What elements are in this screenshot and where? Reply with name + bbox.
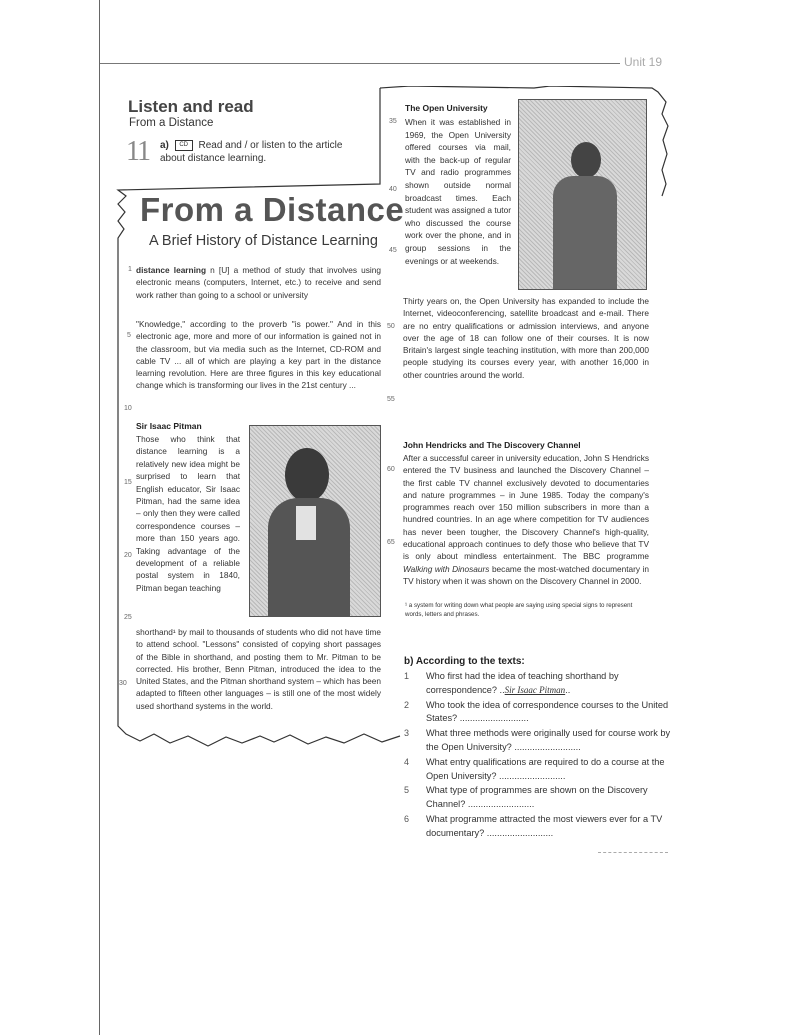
line-number: 40 (389, 186, 397, 193)
line-number: 65 (387, 539, 395, 546)
unit-label: Unit 19 (624, 55, 663, 69)
open-university-heading: The Open University (405, 103, 488, 113)
question-number: 5 (404, 785, 410, 796)
line-number: 45 (389, 247, 397, 254)
question-text[interactable]: Who took the idea of correspondence courses to the United States? ........................... (426, 699, 669, 724)
footnote: ¹ a system for writing down what people are saying using special signs to represent words, letters and phrases. (405, 602, 633, 618)
pitman-portrait-head (285, 448, 329, 502)
question-item (404, 784, 674, 812)
line-number: 10 (124, 405, 132, 412)
line-number: 35 (389, 118, 397, 125)
line-number: 25 (124, 614, 132, 621)
discovery-text-b: became the most-watched documentary in TV history when it was shown on the Discovery Channel in 2000. (403, 563, 649, 586)
discovery-heading: John Hendricks and The Discovery Channel (403, 440, 581, 450)
article-title: From a Distance (140, 191, 405, 228)
discovery-paragraph (403, 452, 649, 587)
question-number: 2 (404, 699, 410, 710)
line-number: 55 (387, 396, 395, 403)
pitman-portrait-collar (296, 506, 316, 540)
question-text[interactable]: What entry qualifications are required to do a course at the Open University? .......................... (426, 756, 665, 781)
line-number: 50 (387, 323, 395, 330)
question-item (404, 756, 674, 784)
question-number: 4 (404, 756, 410, 767)
discovery-text-a: After a successful career in university education, John S Hendricks entered the TV business and launched the Discovery Channel – the first cable TV channel exclusively devoted to documentaries and nature programmes – in June 1985. Today the company's programmes reach over 150 million subscribers in more than a hundred countries. In an age where competition for TV audiences has never been tougher, the Discovery Channel's high-quality, educational approach continues to defy those who believe that TV is only about mindless entertainment. The BBC programme (403, 453, 649, 562)
question-tail: .. (565, 684, 571, 695)
discovery-italic-title: Walking with Dinosaurs (403, 563, 490, 574)
questions-heading: b) According to the texts: (404, 656, 525, 667)
line-number: 20 (124, 552, 132, 559)
question-item (404, 670, 674, 698)
open-university-image (518, 99, 647, 290)
question-number: 3 (404, 728, 410, 739)
open-university-paragraph: When it was established in 1969, the Open University offered courses via mail, with the back-up of regular TV and radio programmes shown outside normal broadcast times. Each student was assigned a tutor who discussed the course work over the phone, and in group sessions in the evenings or at weekends. (405, 117, 511, 266)
intro-paragraph: "Knowledge," according to the proverb "is power." And in this electronic age, more and more of our information is gained not in the classroom, but via media such as the Internet, CD-ROM and cable TV ... all of which are playing a key part in the distance learning revolution. Here are three figures in this key educational change which is transforming our lives in the 21st century ... (136, 319, 381, 391)
page-margin-line (99, 0, 100, 1035)
cd-audio-icon: CD (175, 140, 193, 151)
exercise-a-text: Read and / or listen to the article about distance learning. (160, 140, 343, 164)
ou-image-figure-head (571, 142, 601, 178)
question-text[interactable]: What programme attracted the most viewers ever for a TV documentary? .......................... (426, 813, 663, 838)
exercise-a-label: a) (160, 140, 169, 151)
pitman-heading: Sir Isaac Pitman (136, 421, 202, 431)
line-number: 60 (387, 466, 395, 473)
question-item (404, 727, 674, 755)
ou-image-figure-body (553, 176, 617, 289)
line-number: 15 (124, 479, 132, 486)
line-number: 30 (119, 680, 127, 687)
question-item (404, 813, 674, 841)
pitman-paragraph-continued: shorthand¹ by mail to thousands of students who did not have time to attend school. "Lessons" consisted of copying short passages of the Bible in shorthand, and posting them to Mr. Pitman to be corrected. His brother, Benn Pitman, introduced the idea to the United States, and the Pitman shorthand system – which has been adapted to fifteen other languages – is still one of the most widely used shorthand systems in the world. (136, 627, 381, 711)
question-text[interactable]: What three methods were originally used for course work by the Open University? .......................... (426, 728, 671, 752)
question-text: Who first had the idea of teaching shorthand by correspondence? .. (426, 671, 619, 695)
question-number: 1 (404, 671, 410, 681)
question-answer[interactable]: Sir Isaac Pitman (504, 684, 566, 695)
article-subtitle: A Brief History of Distance Learning (149, 233, 378, 249)
line-number: 5 (127, 332, 131, 339)
open-university-paragraph-continued: Thirty years on, the Open University has expanded to include the Internet, videoconferencing, satellite broadcast and e-mail. There are no entry qualifications or admission interviews, and anyone over the age of 18 can follow one of their courses. It is now Britain's largest single teaching institution, with more than 200,000 people studying its courses every year, with another 16,000 in other countries around the world. (403, 296, 649, 380)
section-subtitle: From a Distance (129, 117, 214, 129)
question-text[interactable]: What type of programmes are shown on the Discovery Channel? .......................... (426, 785, 648, 810)
pitman-paragraph: Those who think that distance learning is a relatively new idea might be surprised to learn that English educator, Sir Isaac Pitman, had the same idea – only then they were called correspondence courses – more than 150 years ago. Taking advantage of the development of a reliable postal system in 1840, Pitman began teaching (136, 434, 240, 593)
questions-list (404, 670, 674, 842)
exercise-number: 11 (126, 136, 149, 167)
pitman-portrait-image (249, 425, 381, 617)
section-title: Listen and read (128, 97, 254, 116)
scan-speck (598, 852, 668, 854)
question-item (404, 699, 674, 727)
definition (136, 264, 381, 301)
definition-text: n [U] a method of study that involves using electronic means (computers, Internet, etc.) to receive and send work rather than going to a school or university (136, 265, 381, 300)
line-number: 1 (128, 266, 132, 273)
question-number: 6 (404, 813, 410, 824)
definition-term: distance learning (136, 265, 207, 275)
header-rule (100, 63, 620, 64)
